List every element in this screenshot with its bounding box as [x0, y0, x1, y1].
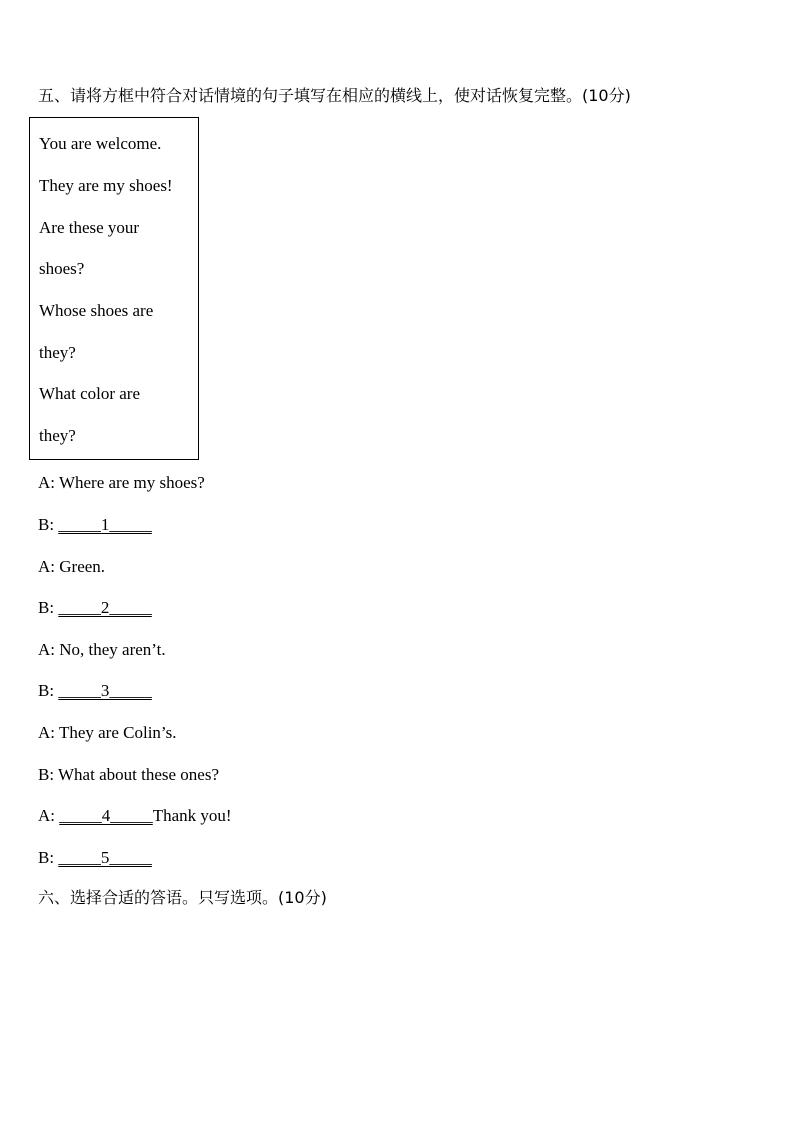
speaker-label: A: [38, 640, 60, 659]
dialogue-line [38, 765, 219, 785]
dialogue-text: Green. [59, 557, 106, 576]
dialogue-line [38, 515, 152, 535]
answer-blank-1[interactable]: _____1_____ [58, 515, 152, 534]
option-box [29, 117, 199, 460]
speaker-label: A: [38, 806, 60, 825]
speaker-label: B: [38, 848, 59, 867]
dialogue-line [38, 640, 166, 660]
option-line: They are my shoes! [39, 176, 173, 195]
dialogue-text: No, they aren’t. [59, 640, 166, 659]
speaker-label: B: [38, 515, 59, 534]
dialogue-line [38, 557, 105, 577]
answer-blank-3[interactable]: _____3_____ [58, 681, 152, 700]
speaker-label: A: [38, 473, 59, 492]
dialogue-text: Where are my shoes? [58, 473, 205, 492]
answer-blank-5[interactable]: _____5_____ [58, 848, 152, 867]
option-line: Are these your [39, 218, 140, 237]
option-line: You are welcome. [39, 134, 162, 153]
dialogue-text: Thank you! [152, 806, 232, 825]
answer-blank-2[interactable]: _____2_____ [58, 598, 152, 617]
option-line: shoes? [39, 259, 85, 278]
dialogue-line [38, 473, 205, 493]
dialogue-line [38, 848, 152, 868]
dialogue-line [38, 598, 152, 618]
section-6-heading: 六、选择合适的答语。只写选项。(10分) [38, 888, 327, 907]
speaker-label: A: [38, 723, 59, 742]
speaker-label: B: [38, 598, 59, 617]
option-line: they? [39, 343, 76, 362]
speaker-label: A: [38, 557, 60, 576]
option-line: What color are [39, 384, 140, 403]
dialogue-line [38, 681, 152, 701]
option-line: they? [39, 426, 76, 445]
dialogue-line [38, 806, 232, 826]
option-line: Whose shoes are [39, 301, 154, 320]
section-5-heading: 五、请将方框中符合对话情境的句子填写在相应的横线上，使对话恢复完整。(10分) [38, 86, 631, 105]
answer-blank-4[interactable]: _____4_____ [59, 806, 153, 825]
speaker-label: B: [38, 765, 59, 784]
dialogue-text: They are Colin’s. [58, 723, 177, 742]
dialogue-text: What about these ones? [58, 765, 219, 784]
speaker-label: B: [38, 681, 59, 700]
dialogue-line [38, 723, 177, 743]
